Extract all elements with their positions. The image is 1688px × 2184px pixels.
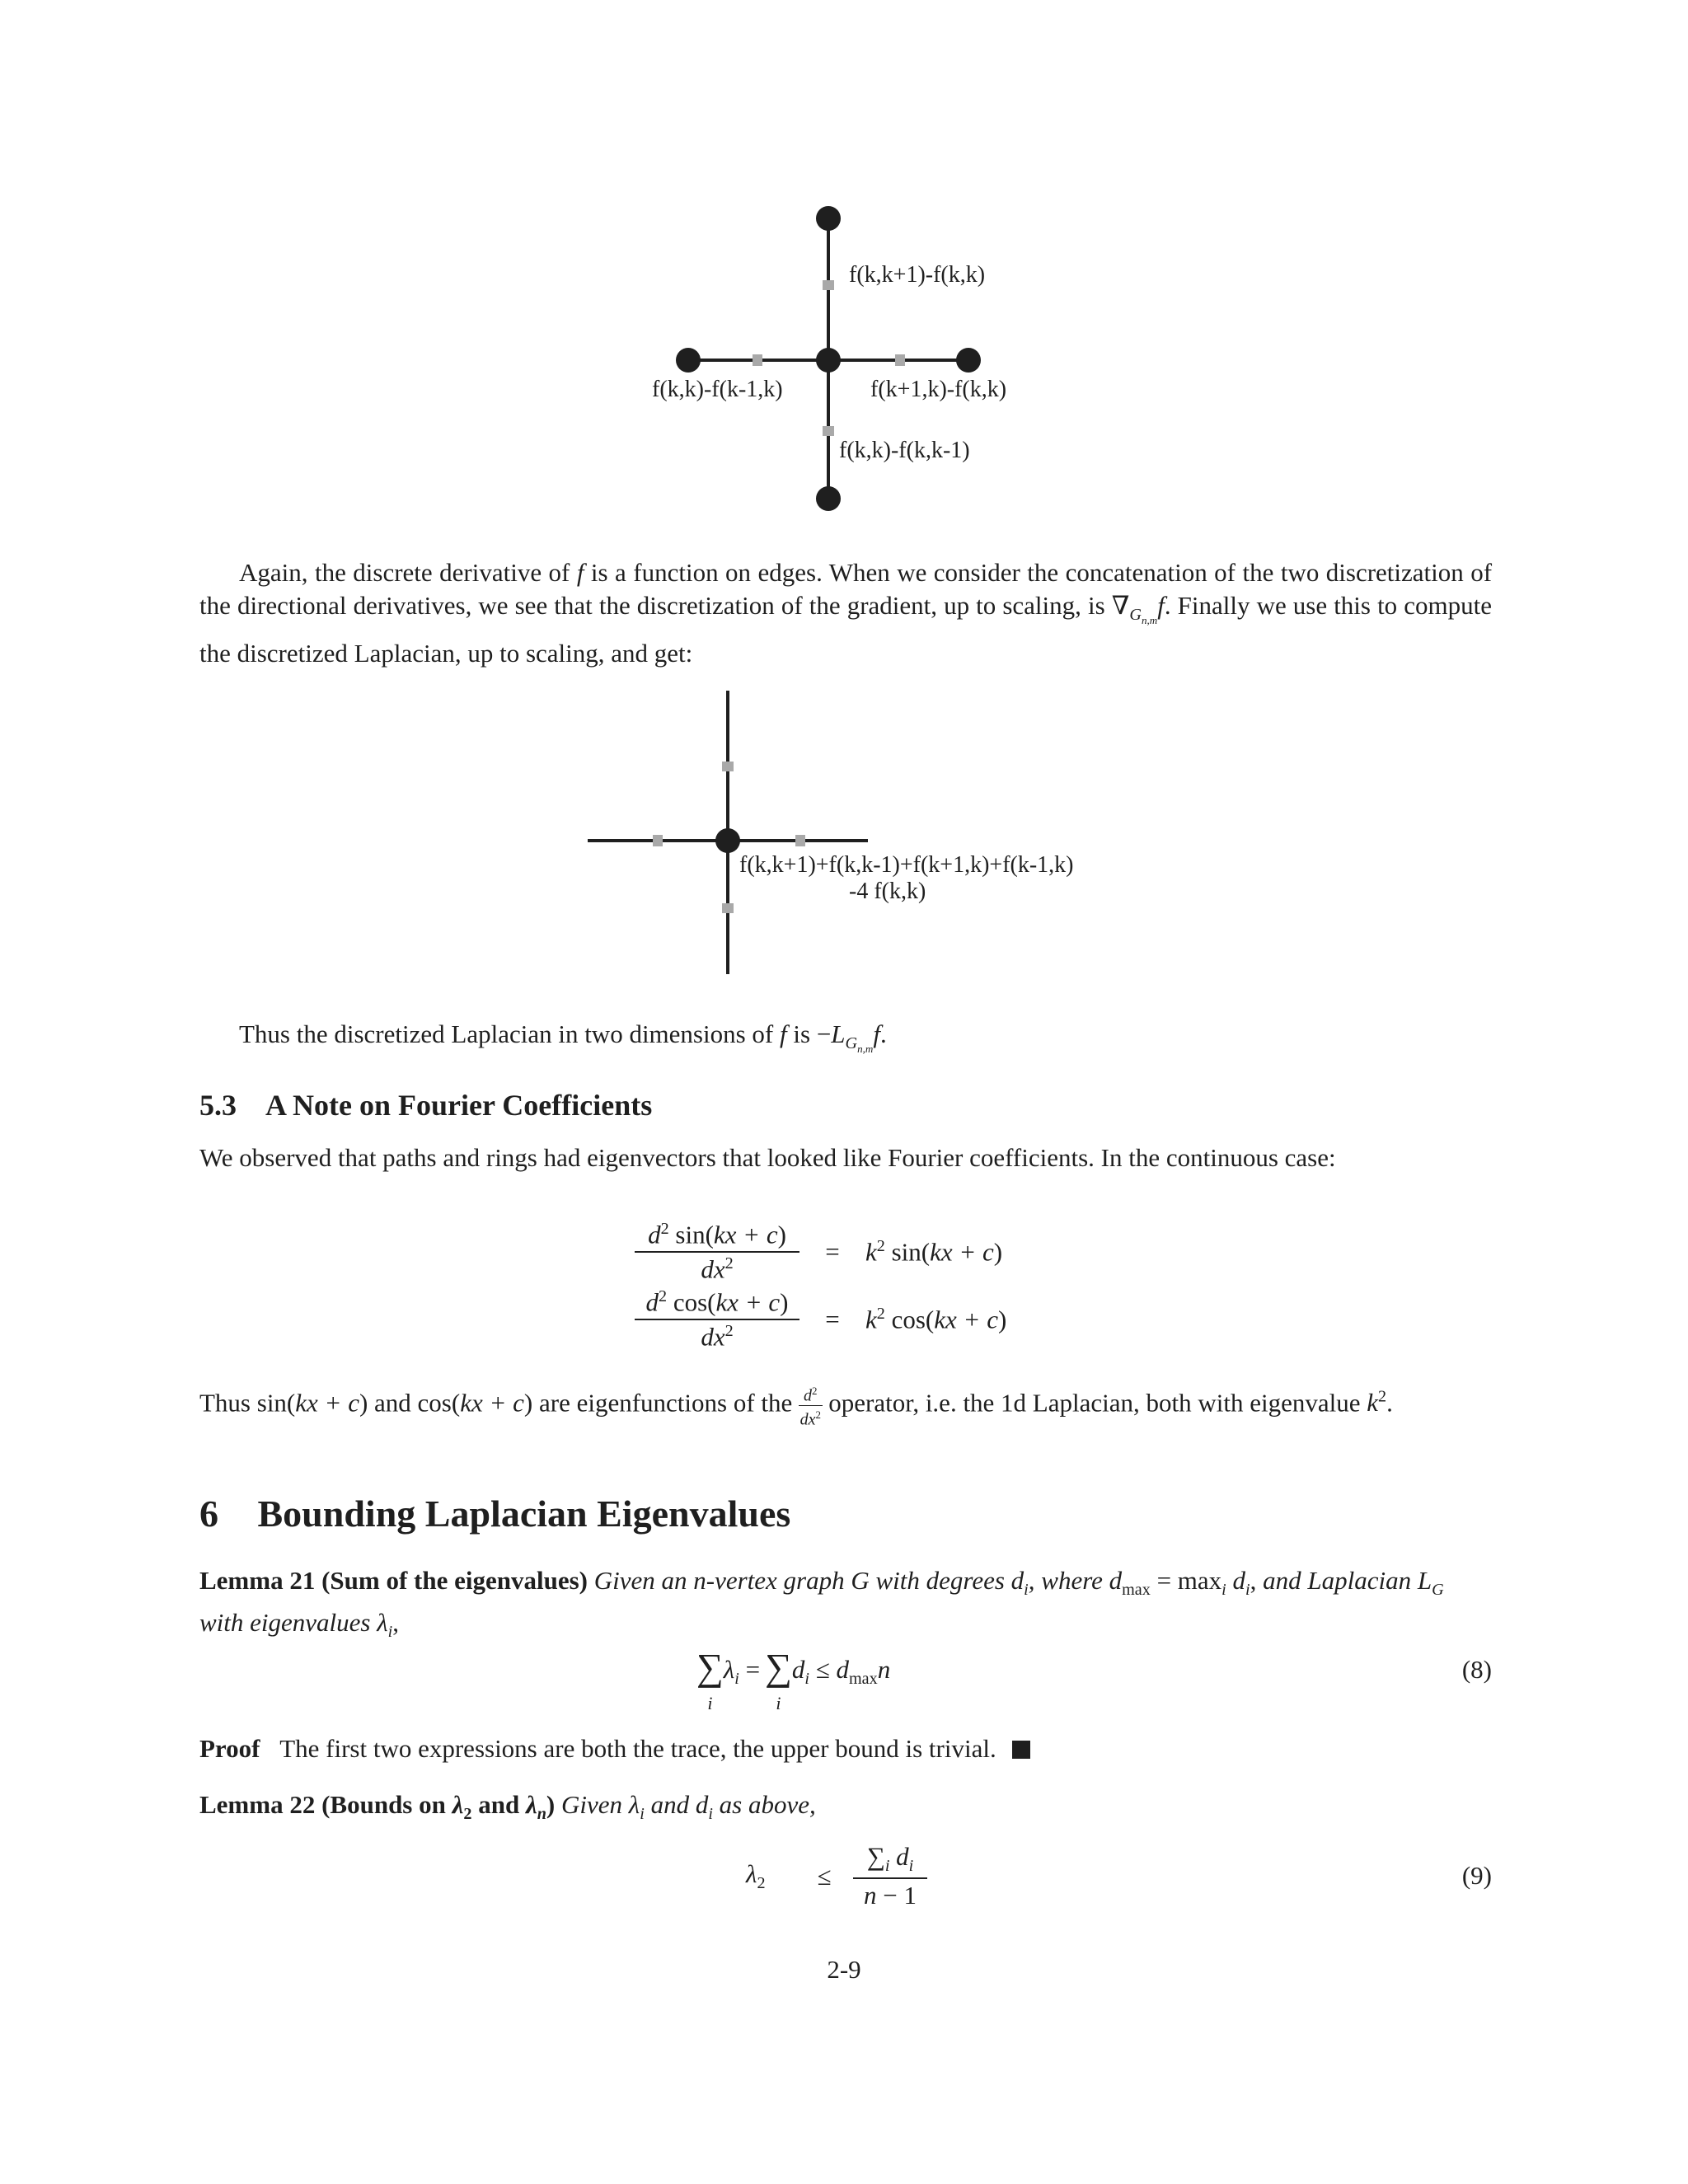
- node-top: [816, 206, 841, 231]
- equation-8: ∑ i $\lambda_i$ = ∑ i $d_i \le d_{max}n$: [696, 1646, 891, 1713]
- node-center: [715, 828, 740, 853]
- laplacian-label-line1: f(k,k+1)+f(k,k-1)+f(k+1,k)+f(k-1,k): [739, 852, 1074, 878]
- qed-icon: [1012, 1741, 1030, 1759]
- paragraph-eigenfunctions: Thus sin(kx + c) and cos(kx + c) are eigenfunctions of the $\frac{d^2}{dx^2}$ operator, i.e. the 1d Laplacian, both with eigenvalue $k^2$.: [199, 1385, 1393, 1429]
- fourier-equations: $\frac{d^2 \sin(kx + c)}{dx^2}$ = $k^2$ sin(kx + c) $\frac{d^2 \cos(kx + c)}{dx^2}$ = $k^2$ cos(kx + c): [635, 1218, 1129, 1353]
- label-top: f(k,k+1)-f(k,k): [849, 262, 986, 288]
- paragraph-laplacian-result: Thus the discretized Laplacian in two dimensions of f is $-L_{G_{n,m}}f$.: [239, 1019, 887, 1056]
- laplacian-stencil-figure: [577, 272, 1154, 981]
- lemma-22: Lemma 22 (Bounds on $\lambda_2$ and $\lambda_n$) Given $\lambda_i$ and $d_i$ as above,: [199, 1790, 816, 1824]
- equation-9: $\lambda_2$ ≤ $\frac{\sum_i d_i}{n - 1}$: [746, 1842, 927, 1910]
- label-right: f(k+1,k)-f(k,k): [870, 377, 1007, 402]
- label-left: f(k,k)-f(k-1,k): [652, 377, 783, 402]
- lemma-21: Lemma 21 (Sum of the eigenvalues) Given an n-vertex graph G with degrees $d_i$, where $d_{max} = \max_i d_i$, and Laplacian $L_G$ with eigenvalues $\lambda_i$,: [199, 1566, 1444, 1642]
- equation-number-8: (8): [1461, 1655, 1492, 1684]
- laplacian-label-line2: -4 f(k,k): [849, 879, 926, 904]
- paragraph-discrete-derivative: Again, the discrete derivative of f is a function on edges. When we consider the concatenation of the two discretization of the directional derivatives, we see that the discretization of the gradient, up to scaling, is $\nabla_{G_{n,m}}f$. Finally we use this to compute the discretized Laplacian, up to scaling, and get:: [199, 558, 1493, 668]
- proof-lemma-21: Proof The first two expressions are both the trace, the upper bound is trivial.: [199, 1732, 1492, 1765]
- label-bottom: f(k,k)-f(k,k-1): [839, 438, 970, 463]
- page-number: 2-9: [827, 1955, 861, 1984]
- section-heading-6: 6 Bounding Laplacian Eigenvalues: [199, 1493, 791, 1535]
- paragraph-fourier: We observed that paths and rings had eigenvectors that looked like Fourier coefficients. In the continuous case:: [199, 1143, 1336, 1172]
- section-heading-5-3: 5.3 A Note on Fourier Coefficients: [199, 1089, 653, 1122]
- equation-number-9: (9): [1461, 1861, 1492, 1890]
